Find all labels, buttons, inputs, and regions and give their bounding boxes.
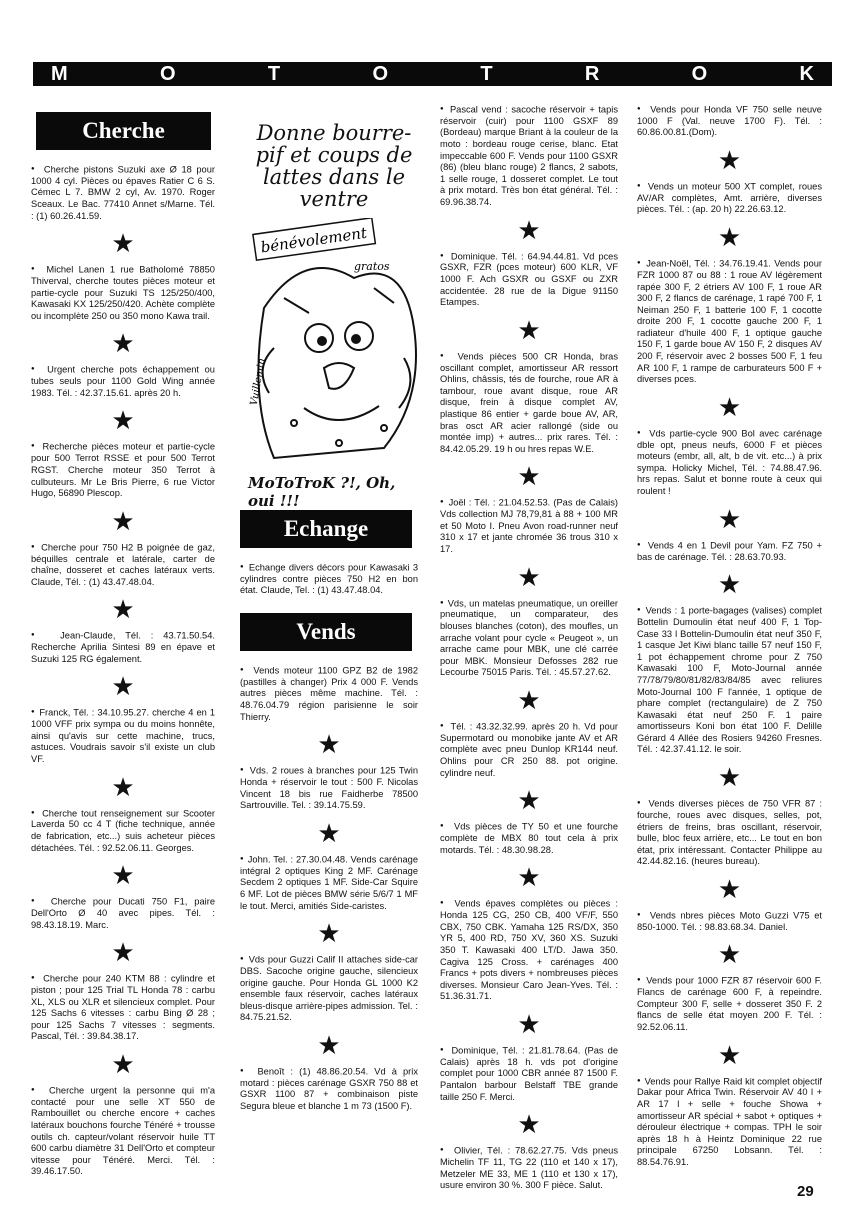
cartoon-caption-top: Donne bourre-pif et coups de lattes dans le ventre xyxy=(255,121,413,211)
classified-ad: ● Tél. : 43.32.32.99. après 20 h. Vd pour Supermotard ou monobike jante AV et AR complète avec pneu Dunlop KR144 neuf. Ohlins pour CR 250 88. pot origine. cylindre neuf. xyxy=(440,721,618,779)
section-title-vends: Vends xyxy=(240,613,412,651)
banner-letter: O xyxy=(372,62,388,85)
classified-ad: ● Vends nbres pièces Moto Guzzi V75 et 850-1000. Tél. : 98.83.68.34. Daniel. xyxy=(637,910,822,933)
star-icon: ★ xyxy=(517,562,541,593)
star-icon: ★ xyxy=(717,504,742,535)
classified-ad: ● Vends moteur 1100 GPZ B2 de 1982 (pastilles à changer) Prix 4 000 F. Vends autres pièces même machine. Tél. : 48.76.04.79 région parisienne le soir Thierry. xyxy=(240,665,418,723)
star-icon: ★ xyxy=(717,874,742,905)
star-icon: ★ xyxy=(111,229,135,260)
banner-letter: R xyxy=(584,62,600,85)
cartoon-caption-bottom: MoToTroK ?!, Oh, oui !!! xyxy=(248,474,396,510)
star-icon: ★ xyxy=(517,863,541,894)
classified-ad: ● Cherche tout renseignement sur Scooter Laverda 50 cc 4 T (fiche technique, année de fabrication, etc...) suis acheteur pièces détachées. Tél. : 92.52.06.11. Georges. xyxy=(31,808,215,855)
star-icon: ★ xyxy=(111,329,135,360)
classified-ad: ● Vends pour Honda VF 750 selle neuve 1000 F (Val. neuve 1700 F). Tél. : 60.86.00.81.(Dom). xyxy=(637,104,822,139)
classified-ad: ● Michel Lanen 1 rue Batholomé 78850 Thiverval, cherche toutes pièces moteur et partie-cycle pour Suzuki TS 125/250/400, Kawasaki KX 125/250/420. Achète complète ou incomplète 250 ou 350 mono Kawa trail. xyxy=(31,264,215,322)
section-title-echange: Echange xyxy=(240,510,412,548)
classified-ad: ● Joël : Tél. : 21.04.52.53. (Pas de Calais) Vds collection MJ 78,79,81 à 88 + 100 MR et 50 Moto I. Pneu Avon road-runner neuf 310 x 17 et jante chromée 36 trous 310 x 17. xyxy=(440,497,618,555)
banner-letter: O xyxy=(691,62,708,85)
classified-ad: ● Echange divers décors pour Kawasaki 3 cylindres contre pièces 750 H2 en bon état. Claude, Tel. : (1) 43.47.48.04. xyxy=(240,562,418,597)
star-icon: ★ xyxy=(111,672,135,703)
classified-ad: ● Vds pièces de TY 50 et une fourche complète de MBX 80 tout cela à prix motards. Tél. : 48.30.98.28. xyxy=(440,821,618,856)
cartoon-illustration xyxy=(244,112,424,510)
star-icon: ★ xyxy=(517,786,541,817)
classified-ad: ● Olivier, Tél. : 78.62.27.75. Vds pneus Michelin TF 11, TG 22 (110 et 140 x 17), Metzeler ME 33, ME 1 (110 et 130 x 17), usure environ 30 %. 300 F pièce. Salut. xyxy=(440,1145,618,1192)
star-icon: ★ xyxy=(317,730,341,761)
vends-ads-list-col3 xyxy=(440,104,618,1192)
classified-ad: ● Cherche urgent la personne qui m'a contacté pour une selle XT 550 de Rambouillet ou cherche encore + caches latéraux bouchons fourche Ténéré + trousse outils ch. capteur/volant réservoir huile TT 600 carbu diamètre 31 Dell'Orto et compteur vitesse pour Ténéré. Merci. Tél. : 39.46.17.50. xyxy=(31,1085,215,1178)
star-icon: ★ xyxy=(317,1030,341,1061)
classified-ad: ● Cherche pistons Suzuki axe Ø 18 pour 1000 4 cyl. Pièces ou épaves Ratier C 6 S. Cémec L 7. BMW 2 cyl, Av. 1970. Roger Sceaux. Le Bac. 77410 Annet s/Marne. Tél. : (1) 60.26.41.59. xyxy=(31,164,215,222)
star-icon: ★ xyxy=(517,215,541,246)
vends-ads-list xyxy=(240,665,418,1113)
column-3 xyxy=(440,104,618,1192)
section-title-cherche: Cherche xyxy=(36,112,211,150)
classified-ad: ● Vends un moteur 500 XT complet, roues AV/AR complètes, Amt. arrière, diverses pièces. Tél. : (ap. 20 h) 22.26.63.12. xyxy=(637,181,822,216)
column-1 xyxy=(31,104,215,1178)
classified-ad: ● Jean-Noël, Tél. : 34.76.19.41. Vends pour FZR 1000 87 ou 88 : 1 roue AV légèrement rapée 300 F, 2 étriers AV 100 F, 1 roue AR 300 F, 2 flancs de carénage, 1 rapé 700 F, 1 Neiman 250 F, 1 batterie 100 F, 1 cocotte droite 200 F, 1 cocotte gauche 200 F, 1 radiateur d'huile 400 F, 1 optique gauche 150 F, 1 garde boue AV 150 F, 2 disques AV 200 F, réservoir avec 2 bosses 500 F, 1 feu AR 100 F, 1 rampe de carburateurs 500 F + diverses pces. xyxy=(637,258,822,386)
classified-ad: ● Dominique. Tél. : 64.94.44.81. Vd pces GSXR, FZR (pces moteur) 600 KLR, VF 1000 F. Ach GSXR ou GSXF ou ZXR accidentée. 28 rue de la Digue 91150 Etampes. xyxy=(440,251,618,309)
banner-letter: O xyxy=(160,62,176,85)
classified-ad: ● Cherche pour 240 KTM 88 : cylindre et piston ; pour 125 Trial TL Honda 78 : carbu XL, XLS ou XLR et silencieux complet. Pour 125 Sachs 6 vitesses : carbu Bing Ø 28 ; pour 125 Sachs 7 vitesses : segments. Pascal, Tél. : 39.84.38.17. xyxy=(31,973,215,1043)
classified-ad: ● Vends pièces 500 CR Honda, bras oscillant complet, amortisseur AR ressort Ohlins, châssis, tés de fourche, roue AR à tambour, roue avant disque, roue AR disque, frein à disque complet AV, plastique 86 entier + garde boue AV, AR, bras osct AR acier rallongé (side ou montée imp) + autres... prix rares. Tél. : 84.42.05.29. 19 h ou hres repas W.E. xyxy=(440,351,618,456)
cartoon-artist-signature: Vuillemin xyxy=(248,357,268,407)
star-icon: ★ xyxy=(111,406,135,437)
classified-ad: ● Vends pour 1000 FZR 87 réservoir 600 F. Flancs de carénage 600 F, à repeindre. Compteur 300 F, selle + dosseret 350 F. 2 flancs de selle état moyen 200 F. Tél. : 92.52.06.11. xyxy=(637,975,822,1033)
classified-ad: ● John. Tel. : 27.30.04.48. Vends carénage intégral 2 optiques King 2 MF. Carénage Secdem 2 optiques 1 MF. Side-Car Squire 6 MF. Lot de pièces BMW série 5/6/7 1 MF le tout. Merci, amitiés Side-caristes. xyxy=(240,854,418,912)
star-icon: ★ xyxy=(717,392,742,423)
cartoon-sign-text: bénévolement xyxy=(259,223,369,257)
star-icon: ★ xyxy=(517,1110,541,1141)
classified-ad: ● Vds pour Guzzi Calif II attaches side-car DBS. Sacoche origine gauche, silencieux origine gauche. Pour Honda GL 1000 K2 ensemble faux réservoir, caches latéraux bleus-disque arrière-pipes admission. Tel. : 84.75.21.52. xyxy=(240,954,418,1024)
classified-ad: ● Dominique, Tél. : 21.81.78.64. (Pas de Calais) après 18 h. vds pot d'origine complet pour 1000 CBR année 87 1500 F. Pantalon barbour Belstaff TBE grande taille 250 F. Merci. xyxy=(440,1045,618,1103)
classified-ad: ● Benoît : (1) 48.86.20.54. Vd à prix motard : pièces carénage GSXR 750 88 et GSXR 1100 87 + combinaison piste Segura bleue et blanche 1 m 73 (1500 F). xyxy=(240,1066,418,1113)
classified-ad: ● Vds partie-cycle 900 Bol avec carénage dble opt, pneus neufs, 6000 F et pièces moteurs (embr, all, alt, b de vit. etc...) à prix sympa. Holicky Michel, Tél. : 74.88.47.96. hrs repas. Salut et bonne route à ceux qui roulent ! xyxy=(637,428,822,498)
banner-letter: T xyxy=(267,62,281,85)
classified-ad: ● Vends 4 en 1 Devil pour Yam. FZ 750 + bas de carénage. Tél. : 28.63.70.93. xyxy=(637,540,822,563)
star-icon: ★ xyxy=(111,595,135,626)
classified-ad: ● Vds. 2 roues à branches pour 125 Twin Honda + réservoir le tout : 500 F. Nicolas Vincent 18 bis rue Faidherbe 78500 Sartrouville. Tel. : 39.14.75.59. xyxy=(240,765,418,812)
star-icon: ★ xyxy=(317,919,341,950)
classified-ad: ● Cherche pour Ducati 750 F1, paire Dell'Orto Ø 40 avec pipes. Tél. : 98.43.18.19. Marc. xyxy=(31,896,215,931)
classified-ad: ● Franck, Tél. : 34.10.95.27. cherche 4 en 1 1000 VFF prix sympa ou du moins honnête, ainsi qu'avis sur cette machine, trucs, astuces. Voudrais savoir s'il existe un club VF. xyxy=(31,707,215,765)
star-icon: ★ xyxy=(517,1009,541,1040)
classified-ad: ● Pascal vend : sacoche réservoir + tapis réservoir (cuir) pour 1100 GSXF 89 (Bordeau) marque Briant à la couleur de la moto : bordeau rouge cerise, blanc. Etat impeccable 600 F. Vends pour 1100 GSXR (86) (bleu blanc rouge) 2 flancs, 2 sabots, 1 selle rouge, 1 dosseret complet. Le tout à prix motard. Très bon état général. Tél. : 69.96.38.74. xyxy=(440,104,618,209)
star-icon: ★ xyxy=(111,938,135,969)
star-icon: ★ xyxy=(111,506,135,537)
column-2 xyxy=(240,510,418,1113)
star-icon: ★ xyxy=(717,223,742,254)
star-icon: ★ xyxy=(717,570,742,601)
cartoon-drawing xyxy=(244,218,424,468)
classified-ad: ● Cherche pour 750 H2 B poignée de gaz, béquilles centrale et latérale, carter de chaîne, dosseret et caches latéraux verts. Claude, Tél. : (1) 43.47.48.04. xyxy=(31,542,215,589)
star-icon: ★ xyxy=(111,861,135,892)
echange-ads-list xyxy=(240,562,418,597)
star-icon: ★ xyxy=(717,763,742,794)
star-icon: ★ xyxy=(517,315,541,346)
banner-letter: T xyxy=(480,62,493,85)
star-icon: ★ xyxy=(717,1040,742,1071)
classified-ad: ● Vends diverses pièces de 750 VFR 87 : fourche, roues avec disques, selles, pot, étriers de freins, bras oscillant, réservoir, bulle, bloc feux arrière, etc... Le tout en bon état, prix intéressant. Contacter Philippe au 42.44.82.16. (heures bureau). xyxy=(637,798,822,868)
vends-ads-list-col4 xyxy=(637,104,822,1169)
star-icon: ★ xyxy=(111,772,135,803)
cherche-ads-list xyxy=(31,164,215,1178)
cartoon-sign-alt: gratos xyxy=(354,260,390,273)
classified-ad: ● Vends épaves complètes ou pièces : Honda 125 CG, 250 CB, 400 VF/F, 550 CBX, 750 CBK. Yamaha 125 RS/DX, 350 YR 5, 400 RD, 750 XV, 360 XS. Suzuki 350 T. Kawasaki 400 LT/D. Jawa 350. Cagiva 125 Cross. + carénages 400 Francs + pots divers + nombreuses pièces diverses. Monsieur Caro Jean-Yves. Tél. : 51.36.31.71. xyxy=(440,898,618,1003)
classified-ad: ● Vends : 1 porte-bagages (valises) complet Bottelin Dumoulin état neuf 400 F, 1 Top-Case 33 l Bottelin-Dumoulin état neuf 350 F, 1 casque Jet Kiwi blanc taille 57 neuf 150 F, 1 pot échappement chrome pour Z 750 Kawasaki 100 F, Moto-Journal année 77/78/79/80/81/82/83/84/85 avec reliures Moto-Journal 100 F l'année, 1 optique de phare complet (rectangulaire) de Z 750 Kawasaki état neuf 250 F. 1 paire amortisseurs Koni bon état 100 F. Delille Gérard 4 Allée des Rosiers 94260 Fresnes. Tél. : 42.37.41.12. le soir. xyxy=(637,605,822,756)
star-icon: ★ xyxy=(717,146,742,177)
classified-ad: ● Jean-Claude, Tél. : 43.71.50.54. Recherche Aprilia Sintesi 89 en épave et Suzuki 125 RG également. xyxy=(31,630,215,665)
star-icon: ★ xyxy=(517,686,541,717)
column-4 xyxy=(637,104,822,1169)
classified-ad: ● Vends pour Rallye Raid kit complet objectif Dakar pour Africa Twin. Réservoir AV 40 l + AR 17 l + selle + fouche Showa + amortisseur AR spécial + sabot + optiques + dérouleur électrique + compas. TPH le soir après 18 h à Heintz Dominique 22 rue principale 67250 Lobsann. Tél. : 88.54.76.91. xyxy=(637,1076,822,1169)
star-icon: ★ xyxy=(517,462,541,493)
classified-ad: ● Urgent cherche pots échappement ou tubes seuls pour 1100 Gold Wing année 1983. Tél. : 42.37.15.61. après 20 h. xyxy=(31,364,215,399)
banner-letter: K xyxy=(799,62,814,85)
star-icon: ★ xyxy=(317,818,341,849)
classified-ad: ● Vds, un matelas pneumatique, un oreiller pneumatique, un comparateur, des blouses blanches (coton), des moufles, un arrache volant pour cycle « Peugeot », un arrache came pour MBK, une clé carrée pour MBK. Monsieur Defosses 282 rue Lecourbe 75015 Paris. Tél. : 45.57.27.62. xyxy=(440,598,618,679)
page-number: 29 xyxy=(797,1183,814,1200)
motorok-banner xyxy=(33,62,832,86)
banner-letter: M xyxy=(51,62,68,85)
classified-ad: ● Recherche pièces moteur et partie-cycle pour 500 Terrot RSSE et pour 500 Terrot RGST. Cherche moteur 350 Terrot à culbuteurs. Mr Le Bris Pierre, 6 rue Victor Hugo, 56890 Plescop. xyxy=(31,441,215,499)
star-icon: ★ xyxy=(111,1050,135,1081)
star-icon: ★ xyxy=(717,940,742,971)
